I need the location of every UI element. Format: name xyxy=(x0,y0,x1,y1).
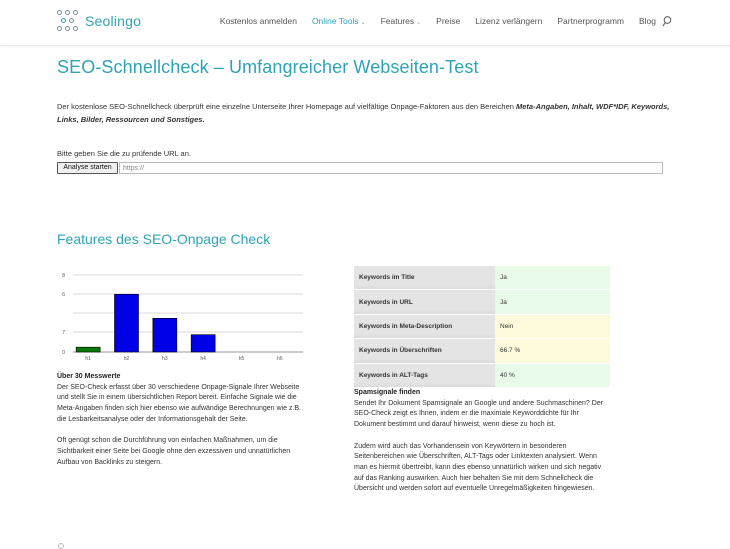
chevron-down-icon: ⌄ xyxy=(416,20,422,26)
nav-item-label: Partnerprogramm xyxy=(557,16,624,26)
keyword-check-value: 66.7 % xyxy=(495,339,610,363)
search-icon[interactable] xyxy=(662,16,672,27)
nav-item-6[interactable] xyxy=(639,16,656,26)
table-row xyxy=(354,314,610,338)
keyword-check-label: Keywords in Meta-Description xyxy=(354,314,495,338)
brand-name: Seolingo xyxy=(85,13,142,29)
y-tick-label: 6 xyxy=(62,292,65,298)
nav-item-label: Kostenlos anmelden xyxy=(219,16,297,26)
nav-item-3[interactable] xyxy=(436,16,460,26)
keyword-check-value: Ja xyxy=(495,290,610,314)
site-header xyxy=(0,0,730,46)
bar-h1 xyxy=(76,347,100,352)
feature-right-heading: Spamsignale finden xyxy=(354,389,421,396)
features-title: Features des SEO-Onpage Check xyxy=(57,231,271,247)
nav-item-0[interactable] xyxy=(220,16,297,26)
main-nav xyxy=(205,16,656,26)
table-row xyxy=(354,266,610,290)
feature-left xyxy=(57,372,307,468)
keyword-table xyxy=(354,266,610,388)
feature-left-heading: Über 30 Messwerte xyxy=(57,373,121,380)
y-tick-label: 8 xyxy=(62,273,65,279)
keyword-check-label: Keywords im Title xyxy=(354,266,495,290)
table-row xyxy=(354,363,610,387)
intro-text xyxy=(57,100,677,126)
keyword-check-label: Keywords in ALT-Tags xyxy=(354,363,495,387)
x-tick-label: h3 xyxy=(162,356,168,362)
keyword-check-label: Keywords in URL xyxy=(354,290,495,314)
url-input[interactable] xyxy=(119,162,663,174)
page-title: SEO-Schnellcheck – Umfangreicher Webseiten-Test xyxy=(57,57,479,77)
intro-plain: Der kostenlose SEO-Schnellcheck überprüft eine einzelne Unterseite Ihrer Homepage auf vielfältige Onpage-Faktoren aus den Bereichen xyxy=(57,102,517,111)
feature-left-p1: Der SEO-Check erfasst über 30 verschiedene Onpage-Signale Ihrer Webseite und stellt Sie in einem übersichtlichen Report bereit. Einfache Signale wie die Meta-Angaben finden sich hier ebenso wie aufwändige Berechnungen wie z.B. die Lesbarkeitsanalyse oder der Informationsgehalt der Seite. xyxy=(57,383,301,423)
url-label: Bitte geben Sie die zu prüfende URL an. xyxy=(57,149,191,158)
chevron-down-icon: ⌄ xyxy=(360,20,366,26)
nav-item-1[interactable] xyxy=(312,16,366,26)
analyse-start-button[interactable]: Analyse starten xyxy=(57,162,118,174)
partial-icon xyxy=(58,543,64,549)
x-tick-label: h1 xyxy=(85,356,91,362)
nav-item-label: Online Tools xyxy=(311,16,359,26)
bar-h2 xyxy=(115,294,139,352)
intro-emphasis: Meta-Angaben, Inhalt, WDF*IDF, Keywords, Links, Bilder, Ressourcen und Sonstiges. xyxy=(57,102,670,124)
headline-keyword-chart xyxy=(57,267,307,362)
brand-logo[interactable] xyxy=(57,10,141,32)
keyword-check-value: Ja xyxy=(495,266,610,290)
feature-left-p2: Oft genügt schon die Durchführung von einfachen Maßnahmen, um die Sichtbarkeit einer Seite bei Google ohne den exzessiven und unnatürlichen Aufbau von Backlinks zu steigern. xyxy=(57,437,291,466)
keyword-check-value: 40 % xyxy=(495,363,610,387)
table-row xyxy=(354,339,610,363)
nav-item-label: Preise xyxy=(436,16,461,26)
x-tick-label: h4 xyxy=(200,356,206,362)
nav-item-label: Lizenz verlängern xyxy=(475,16,543,26)
feature-right-p1: Sendet Ihr Dokument Spamsignale an Google und andere Suchmaschinen? Der SEO-Check zeigt es Ihnen, indem er die maximale Keyworddichte für Ihr Dokument bestimmt und darauf hinweist, wenn diese zu hoch ist. xyxy=(354,399,604,429)
feature-right xyxy=(354,388,610,495)
logo-molecule-icon xyxy=(57,10,79,32)
x-tick-label: h5 xyxy=(238,356,245,362)
y-tick-label: 0 xyxy=(62,350,65,356)
nav-item-2[interactable] xyxy=(381,16,422,26)
keyword-check-value: Nein xyxy=(495,314,610,338)
feature-right-p2: Zudem wird auch das Vorhandensein von Keywörtern in besonderen Seitenbereichen wie Überschriften, ALT-Tags oder Linktexten analysiert. Wenn man es hiermit übertreibt, kann dies ebenso unnatürlich wirken und sich negativ auf das Ranking auswirken. Auch hier behalten Sie mit dem Schnellcheck die Übersicht und werden sofort auf eventuelle Unregelmäßigkeiten hingewiesen. xyxy=(354,442,602,493)
keyword-check-label: Keywords in Überschriften xyxy=(354,339,495,363)
y-tick-label: 7 xyxy=(62,330,65,336)
x-tick-label: h6 xyxy=(277,356,283,362)
nav-item-5[interactable] xyxy=(557,16,624,26)
table-row xyxy=(354,290,610,314)
bar-h4 xyxy=(191,335,215,352)
nav-item-label: Blog xyxy=(638,16,656,26)
bar-h3 xyxy=(153,318,177,352)
nav-item-label: Features xyxy=(380,16,415,26)
nav-item-4[interactable] xyxy=(475,16,542,26)
x-tick-label: h2 xyxy=(123,356,130,362)
